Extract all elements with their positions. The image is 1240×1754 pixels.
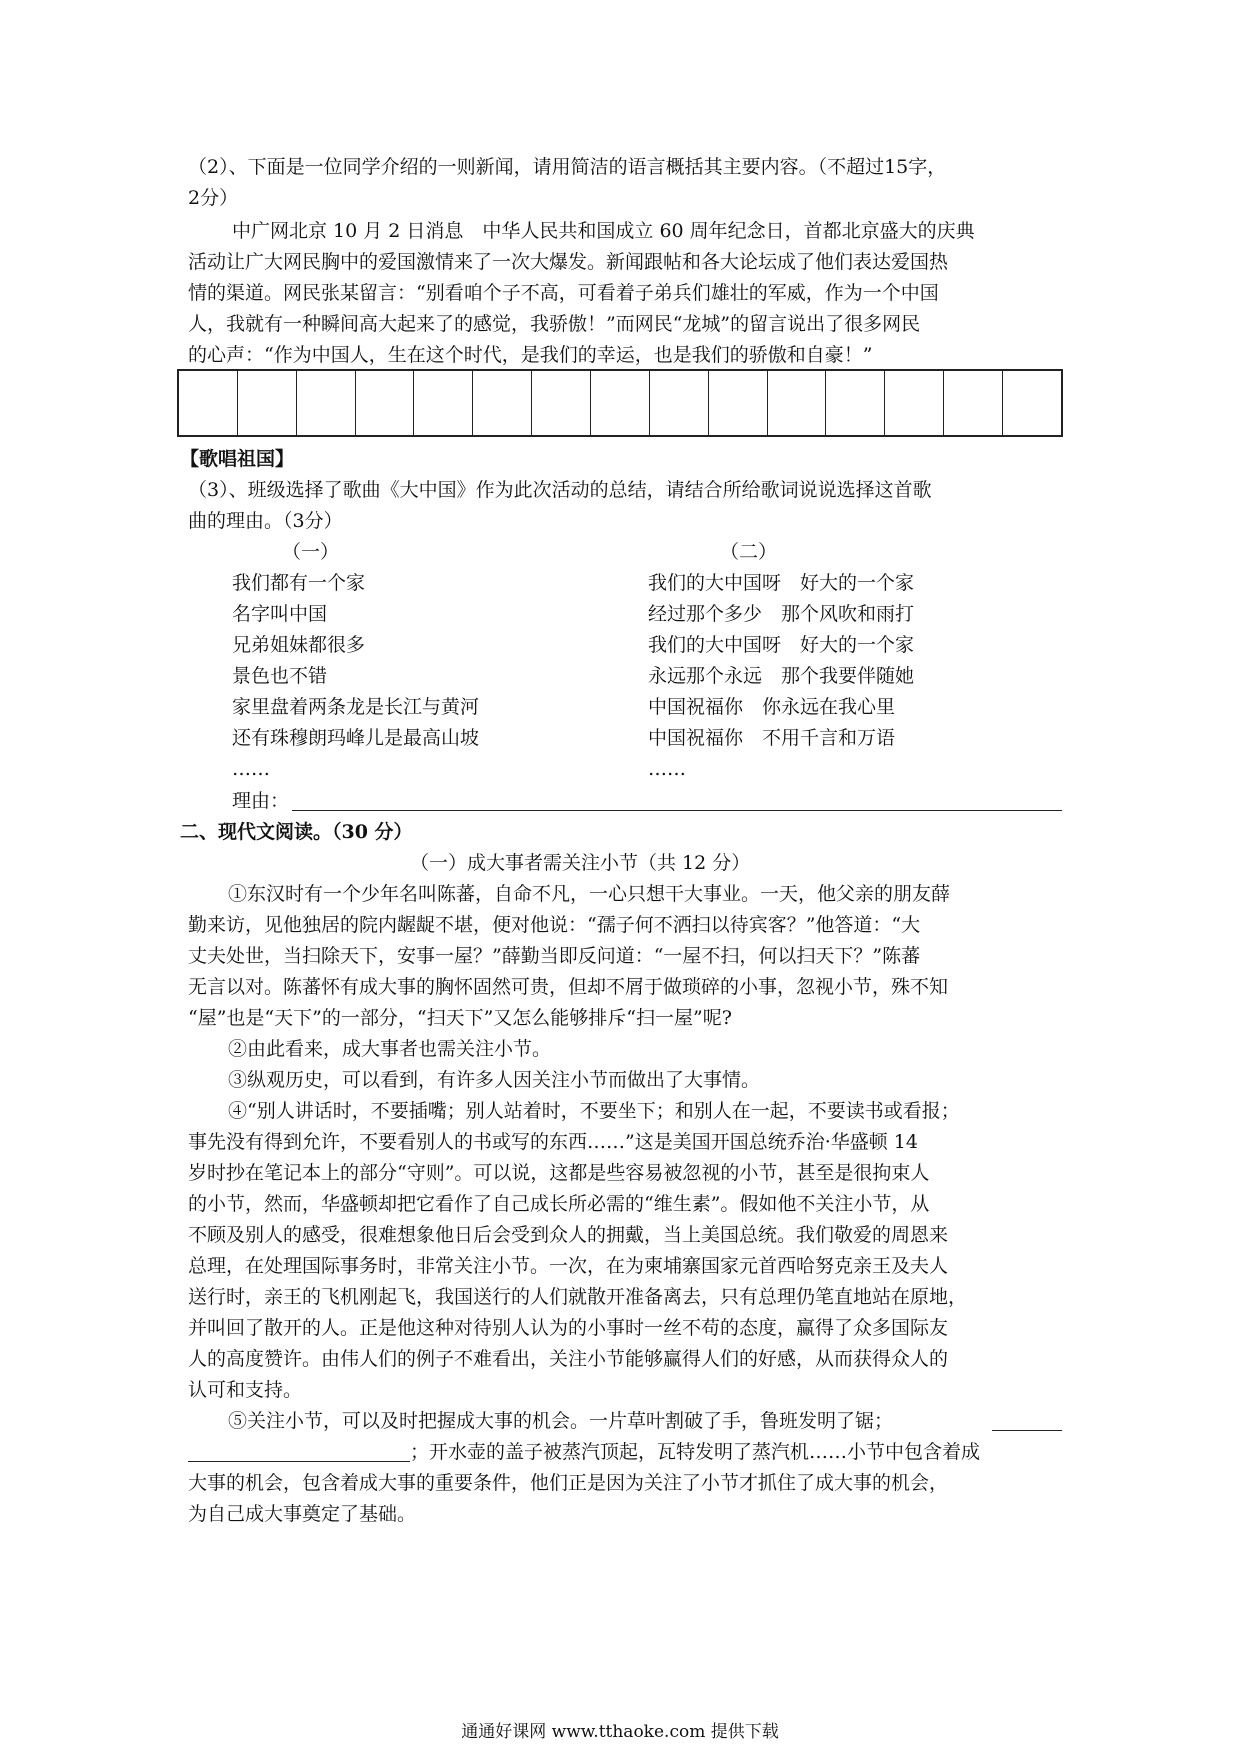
lyrics-col2-line: 中国祝福你 你永远在我心里 (648, 696, 896, 718)
passage-line: 岁时抄在笔记本上的部分“守则”。可以说，这都是些容易被忽视的小节，甚至是很拘束人 (188, 1162, 930, 1184)
lyrics-col1-line: …… (232, 758, 270, 780)
news-line: 的心声：“作为中国人，生在这个时代，是我们的幸运，也是我们的骄傲和自豪！” (188, 344, 873, 366)
q3-prompt-line1: （3）、班级选择了歌曲《大中国》作为此次活动的总结，请结合所给歌词说说选择这首歌 (188, 479, 932, 501)
passage-line: ①东汉时有一个少年名叫陈蕃，自命不凡，一心只想干大事业。一天，他父亲的朋友薛 (228, 883, 951, 905)
passage-line: 丈夫处世，当扫除天下，安事一屋？”薛勤当即反问道：“一屋不扫，何以扫天下？”陈蕃 (188, 945, 921, 967)
lyrics-col2-line: …… (648, 758, 686, 780)
lyrics-col2-line: 经过那个多少 那个风吹和雨打 (648, 603, 915, 625)
news-line: 活动让广大网民胸中的爱国激情来了一次大爆发。新闻跟帖和各大论坛成了他们表达爱国热 (188, 251, 949, 273)
lyrics-col2-line: 中国祝福你 不用千言和万语 (648, 727, 896, 749)
lyrics-col1-line: 景色也不错 (232, 665, 328, 687)
footer-source: 通通好课网 www.tthaoke.com 提供下载 (461, 1722, 779, 1742)
passage-line: 并叫回了散开的人。正是他这种对待别人认为的小事时一丝不苟的态度，赢得了众多国际友 (188, 1317, 949, 1339)
lyrics-col1-line: 还有珠穆朗玛峰儿是最高山坡 (232, 727, 480, 749)
answer-cell[interactable] (944, 371, 1003, 435)
passage-line: 送行时，亲王的飞机刚起飞，我国送行的人们就散开准备离去，只有总理仍笔直地站在原地， (188, 1286, 968, 1308)
answer-cell[interactable] (179, 371, 238, 435)
answer-cell[interactable] (709, 371, 768, 435)
news-line: 情的渠道。网民张某留言：“别看咱个子不高，可看着子弟兵们雄壮的军威，作为一个中国 (188, 282, 939, 304)
passage-line: 的小节，然而，华盛顿却把它看作了自己成长所必需的“维生素”。假如他不关注小节，从 (188, 1193, 930, 1215)
answer-cell[interactable] (1003, 371, 1061, 435)
lyrics-col2-title: （二） (720, 541, 778, 563)
passage-line: 总理，在处理国际事务时，非常关注小节。一次，在为柬埔寨国家元首西哈努克亲王及夫人 (188, 1255, 949, 1277)
passage-line: ②由此看来，成大事者也需关注小节。 (228, 1038, 552, 1060)
answer-cell[interactable] (532, 371, 591, 435)
passage-line: 不顾及别人的感受，很难想象他日后会受到众人的拥戴，当上美国总统。我们敬爱的周恩来 (188, 1224, 949, 1246)
passage-line: 事先没有得到允许，不要看别人的书或写的东西……”这是美国开国总统乔治·华盛顿 14 (188, 1131, 918, 1153)
passage-line: 人的高度赞许。由伟人们的例子不难看出，关注小节能够赢得人们的好感，从而获得众人的 (188, 1348, 949, 1370)
fill-blank-line-1[interactable] (992, 1430, 1062, 1431)
passage-line: ；开水壶的盖子被蒸汽顶起，瓦特发明了蒸汽机……小节中包含着成 (410, 1441, 981, 1463)
q3-prompt-line2: 曲的理由。（3分） (188, 510, 343, 532)
lyrics-col1-line: 我们都有一个家 (232, 572, 366, 594)
news-line: 中广网北京 10 月 2 日消息 中华人民共和国成立 60 周年纪念日，首都北京盛大的庆典 (232, 220, 975, 242)
answer-grid[interactable] (177, 369, 1063, 437)
passage-line: 勤来访，见他独居的院内龌龊不堪，便对他说：“孺子何不洒扫以待宾客？”他答道：“大 (188, 914, 921, 936)
lyrics-col1-line: 家里盘着两条龙是长江与黄河 (232, 696, 480, 718)
passage-line: 大事的机会，包含着成大事的重要条件，他们正是因为关注了小节才抓住了成大事的机会， (188, 1472, 949, 1494)
answer-cell[interactable] (473, 371, 532, 435)
reason-answer-line[interactable] (292, 810, 1062, 811)
answer-cell[interactable] (650, 371, 709, 435)
passage-line: 为自己成大事奠定了基础。 (188, 1503, 417, 1525)
lyrics-col2-line: 我们的大中国呀 好大的一个家 (648, 634, 915, 656)
fill-blank-line-2[interactable] (188, 1461, 410, 1462)
passage-line: “屋”也是“天下”的一部分，“扫天下”又怎么能够排斥“扫一屋”呢? (188, 1007, 732, 1029)
part2-heading: 二、现代文阅读。（30 分） (180, 821, 413, 843)
answer-cell[interactable] (414, 371, 473, 435)
passage-title: （一）成大事者需关注小节（共 12 分） (410, 852, 751, 874)
lyrics-col1-title: （一） (282, 541, 340, 563)
answer-cell[interactable] (826, 371, 885, 435)
passage-line: 无言以对。陈蕃怀有成大事的胸怀固然可贵，但却不屑于做琐碎的小事，忽视小节，殊不知 (188, 976, 949, 998)
passage-line: 认可和支持。 (188, 1379, 303, 1401)
passage-line: ③纵观历史，可以看到，有许多人因关注小节而做出了大事情。 (228, 1069, 761, 1091)
news-line: 人，我就有一种瞬间高大起来了的感觉，我骄傲！”而网民“龙城”的留言说出了很多网民 (188, 313, 921, 335)
q2-prompt-line2: 2分） (188, 187, 239, 209)
answer-cell[interactable] (297, 371, 356, 435)
section-heading-gechang: 【歌唱祖国】 (180, 448, 295, 470)
q2-prompt-line1: （2）、下面是一位同学介绍的一则新闻，请用简洁的语言概括其主要内容。（不超过15字， (188, 156, 947, 178)
answer-cell[interactable] (356, 371, 415, 435)
lyrics-col1-line: 兄弟姐妹都很多 (232, 634, 366, 656)
answer-cell[interactable] (591, 371, 650, 435)
answer-cell[interactable] (885, 371, 944, 435)
lyrics-col2-line: 永远那个永远 那个我要伴随她 (648, 665, 915, 687)
answer-cell[interactable] (238, 371, 297, 435)
lyrics-col2-line: 我们的大中国呀 好大的一个家 (648, 572, 915, 594)
lyrics-col1-line: 名字叫中国 (232, 603, 328, 625)
passage-line: ⑤关注小节，可以及时把握成大事的机会。一片草叶割破了手，鲁班发明了锯； (228, 1410, 894, 1432)
passage-line: ④“别人讲话时，不要插嘴；别人站着时，不要坐下；和别人在一起，不要读书或看报； (228, 1100, 960, 1122)
answer-cell[interactable] (768, 371, 827, 435)
reason-label: 理由： (232, 790, 290, 812)
